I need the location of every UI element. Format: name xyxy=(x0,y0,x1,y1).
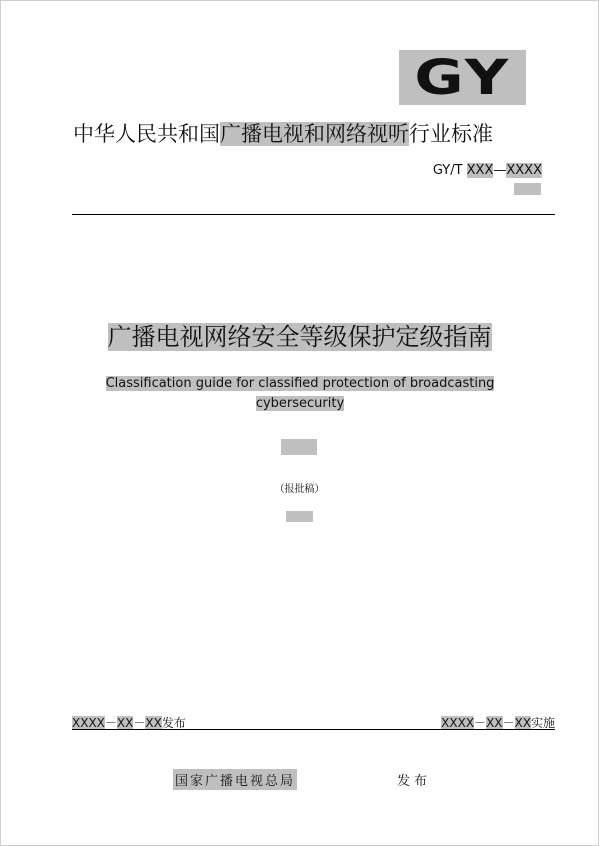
impl-month: XX xyxy=(486,716,503,730)
issue-day: XX xyxy=(145,716,162,730)
impl-suffix: 实施 xyxy=(530,716,555,730)
top-divider xyxy=(72,214,555,215)
issue-year: XXXX xyxy=(72,716,105,730)
standard-category xyxy=(73,120,493,148)
date-separator: － xyxy=(104,716,117,730)
english-title-line1: Classification guide for classified protection of broadcasting xyxy=(105,376,495,391)
bottom-divider xyxy=(72,729,555,730)
category-prefix: 中华人民共和国 xyxy=(73,122,220,146)
code-placeholder-bar xyxy=(514,183,541,195)
placeholder-bar xyxy=(281,439,317,455)
english-title-line2: cybersecurity xyxy=(255,396,345,411)
date-separator: － xyxy=(133,716,146,730)
placeholder-bar xyxy=(286,511,313,522)
issuing-authority: 国家广播电视总局 xyxy=(173,769,297,790)
issue-label: 发布 xyxy=(397,774,432,789)
code-number-2: XXXX xyxy=(506,163,542,178)
category-suffix: 行业标准 xyxy=(409,122,493,146)
date-separator: － xyxy=(474,716,487,730)
english-title xyxy=(80,374,520,414)
impl-year: XXXX xyxy=(441,716,475,730)
code-prefix: GY/T xyxy=(432,163,467,178)
code-number-1: XXX xyxy=(466,163,494,178)
gy-logo xyxy=(399,50,526,105)
issue-suffix: 发布 xyxy=(161,716,186,730)
standard-code xyxy=(433,163,542,178)
impl-day: XX xyxy=(514,716,531,730)
category-highlight: 广播电视和网络视听 xyxy=(220,122,409,146)
code-dash: — xyxy=(493,163,507,178)
gy-logo-text: GY xyxy=(414,49,511,106)
issue-month: XX xyxy=(116,716,134,730)
date-separator: － xyxy=(502,716,515,730)
chinese-title-text: 广播电视网络安全等级保护定级指南 xyxy=(107,323,492,351)
chinese-title xyxy=(0,320,599,354)
draft-stage-label: （报批稿） xyxy=(274,484,325,495)
